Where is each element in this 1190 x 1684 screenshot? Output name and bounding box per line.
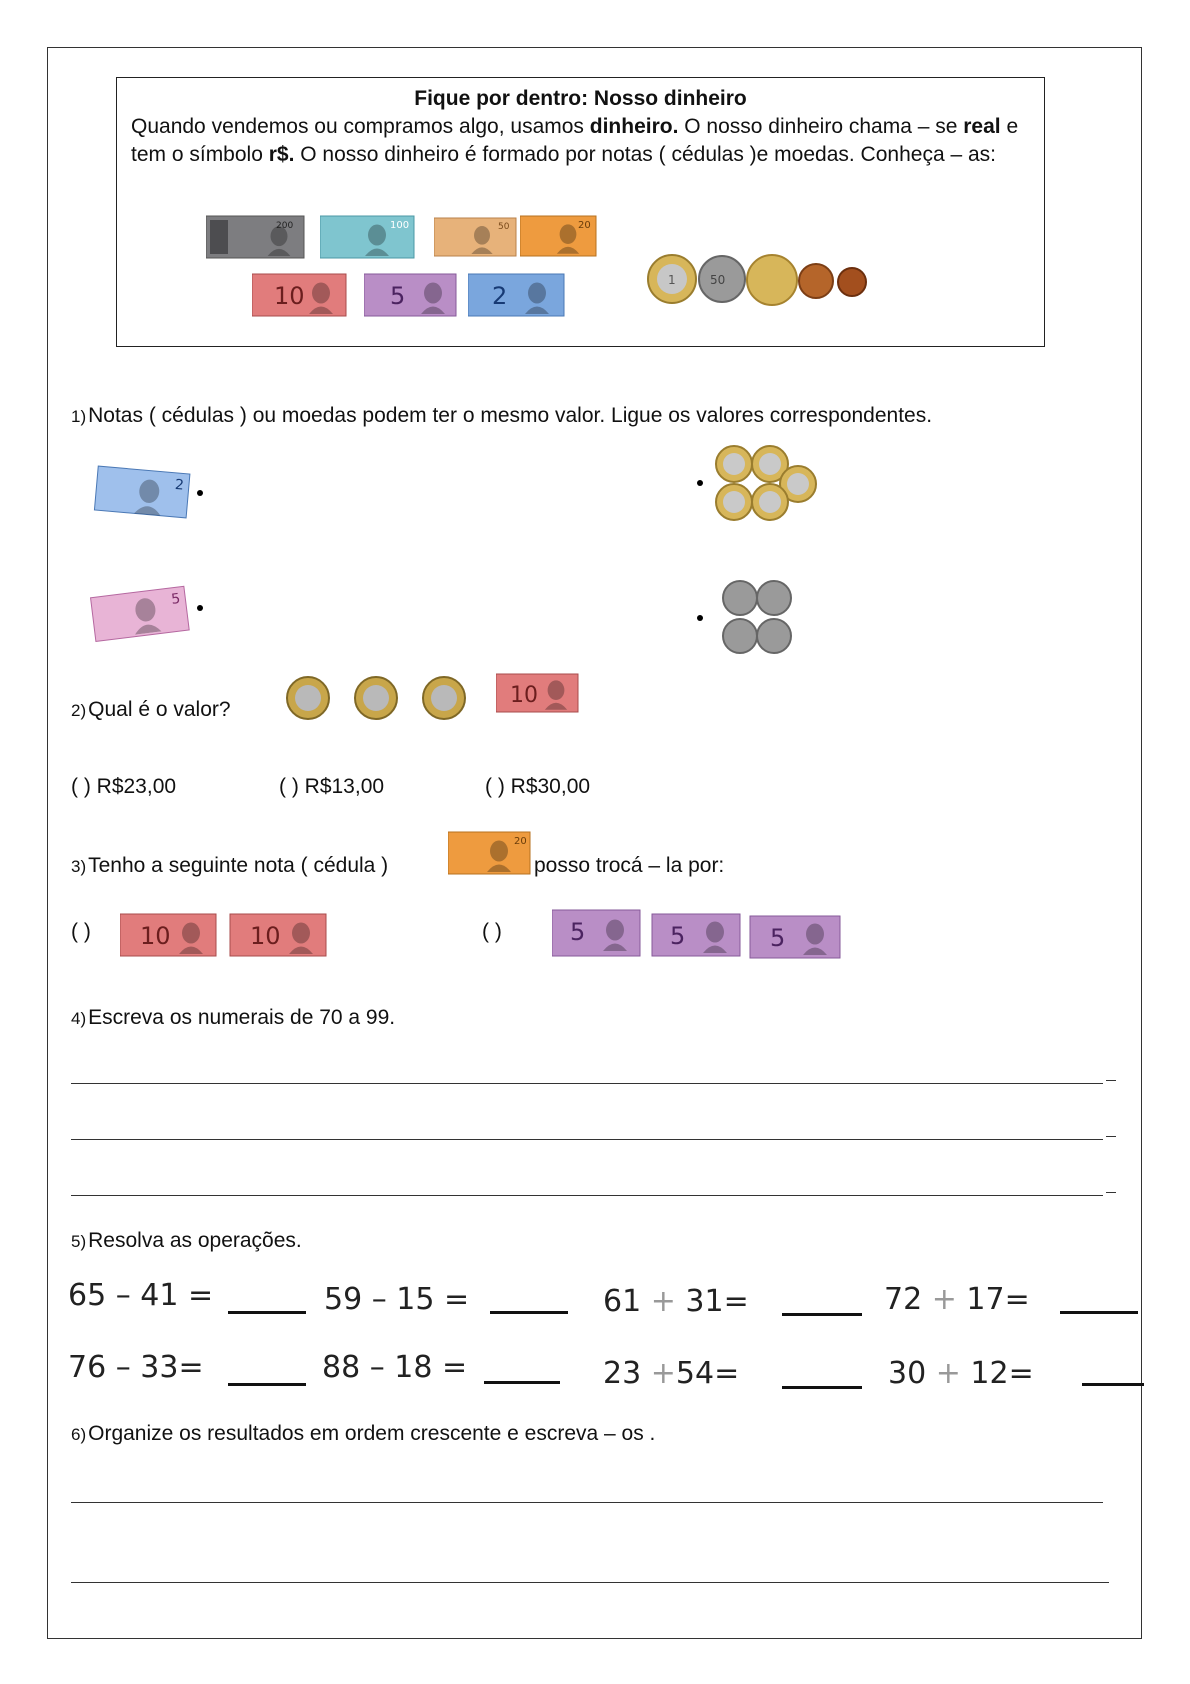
info-title: Fique por dentro: Nosso dinheiro bbox=[414, 87, 747, 110]
question-4: 4)Escreva os numerais de 70 a 99. bbox=[71, 1006, 396, 1029]
banknote-20-image bbox=[448, 830, 532, 878]
three-banknotes-5-image bbox=[552, 906, 852, 960]
operation-88-18: 88 – 18 = bbox=[322, 1350, 468, 1385]
two-banknotes-10-image bbox=[120, 910, 330, 960]
option-r23[interactable]: ( ) R$23,00 bbox=[71, 775, 177, 798]
banknote-200-image bbox=[206, 214, 306, 260]
option-three-fives[interactable]: ( ) bbox=[482, 920, 502, 943]
svg-text:5: 5 bbox=[770, 924, 786, 952]
answer-line[interactable] bbox=[71, 1502, 1103, 1503]
answer-blank[interactable] bbox=[782, 1386, 862, 1389]
banknote-100-image bbox=[320, 214, 416, 260]
connect-dot[interactable] bbox=[197, 490, 203, 496]
coins-gold-group-image bbox=[700, 442, 820, 528]
operation-30-12: 30 + 12= bbox=[888, 1356, 1034, 1391]
svg-text:10: 10 bbox=[510, 683, 538, 708]
answer-line[interactable] bbox=[71, 1195, 1103, 1196]
answer-line[interactable] bbox=[71, 1582, 1109, 1583]
coins-group-image bbox=[646, 252, 876, 308]
answer-blank[interactable] bbox=[490, 1311, 568, 1314]
line-dash bbox=[1106, 1192, 1116, 1193]
svg-text:10: 10 bbox=[274, 282, 305, 310]
question-6: 6)Organize os resultados em ordem crescente e escreva – os . bbox=[71, 1422, 656, 1445]
svg-text:5: 5 bbox=[390, 282, 406, 310]
svg-text:50: 50 bbox=[710, 273, 726, 287]
answer-blank[interactable] bbox=[228, 1383, 306, 1386]
svg-text:2: 2 bbox=[174, 476, 185, 494]
question-1: 1)Notas ( cédulas ) ou moedas podem ter o mesmo valor. Ligue os valores correspondentes. bbox=[71, 404, 933, 427]
answer-line[interactable] bbox=[71, 1083, 1103, 1084]
svg-text:20: 20 bbox=[514, 836, 527, 847]
line-dash bbox=[1106, 1080, 1116, 1081]
svg-text:100: 100 bbox=[390, 220, 410, 231]
line-dash bbox=[1106, 1136, 1116, 1137]
answer-blank[interactable] bbox=[1082, 1383, 1144, 1386]
answer-blank[interactable] bbox=[1060, 1311, 1138, 1314]
svg-text:200: 200 bbox=[276, 221, 294, 231]
banknote-2-image bbox=[92, 462, 196, 528]
operation-76-33: 76 – 33= bbox=[68, 1350, 204, 1385]
option-r30[interactable]: ( ) R$30,00 bbox=[485, 775, 591, 798]
connect-dot[interactable] bbox=[197, 605, 203, 611]
svg-text:20: 20 bbox=[578, 220, 591, 231]
banknote-5-image bbox=[89, 580, 197, 650]
banknote-10-image bbox=[496, 672, 580, 716]
banknote-10-image bbox=[252, 272, 348, 320]
answer-blank[interactable] bbox=[484, 1381, 560, 1384]
option-two-tens[interactable]: ( ) bbox=[71, 920, 91, 943]
svg-text:1: 1 bbox=[668, 273, 676, 287]
question-5: 5)Resolva as operações. bbox=[71, 1229, 302, 1252]
connect-dot[interactable] bbox=[697, 615, 703, 621]
coins-silver-group-image bbox=[718, 578, 798, 658]
answer-blank[interactable] bbox=[228, 1311, 306, 1314]
option-r13[interactable]: ( ) R$13,00 bbox=[279, 775, 385, 798]
operation-65-41: 65 – 41 = bbox=[68, 1278, 214, 1313]
operation-72-17: 72 + 17= bbox=[884, 1282, 1030, 1317]
banknote-5-image bbox=[364, 272, 458, 320]
operation-23-54: 23 +54= bbox=[603, 1356, 740, 1391]
answer-blank[interactable] bbox=[782, 1313, 862, 1316]
svg-text:5: 5 bbox=[670, 922, 686, 950]
answer-line[interactable] bbox=[71, 1139, 1103, 1140]
banknote-2-image bbox=[468, 272, 566, 320]
svg-text:5: 5 bbox=[170, 590, 182, 608]
svg-text:2: 2 bbox=[492, 282, 508, 310]
question-2: 2)Qual é o valor? bbox=[71, 698, 231, 721]
svg-text:10: 10 bbox=[250, 922, 281, 950]
question-3: 3)Tenho a seguinte nota ( cédula ) bbox=[71, 854, 389, 877]
svg-text:5: 5 bbox=[570, 918, 586, 946]
banknote-20-image bbox=[520, 214, 598, 260]
svg-text:50: 50 bbox=[498, 222, 510, 232]
svg-text:10: 10 bbox=[140, 922, 171, 950]
info-text: Quando vendemos ou compramos algo, usamos dinheiro. O nosso dinheiro chama – se real e tem o símbolo r$. O nosso dinheiro é formado por notas ( cédulas )e moedas. Conheça – as: bbox=[131, 115, 1019, 166]
banknote-50-image bbox=[434, 216, 518, 260]
question-3-continued: posso trocá – la por: bbox=[534, 854, 725, 877]
operation-59-15: 59 – 15 = bbox=[324, 1282, 470, 1317]
operation-61-31: 61 + 31= bbox=[603, 1284, 749, 1319]
coins-three-image bbox=[284, 674, 484, 724]
